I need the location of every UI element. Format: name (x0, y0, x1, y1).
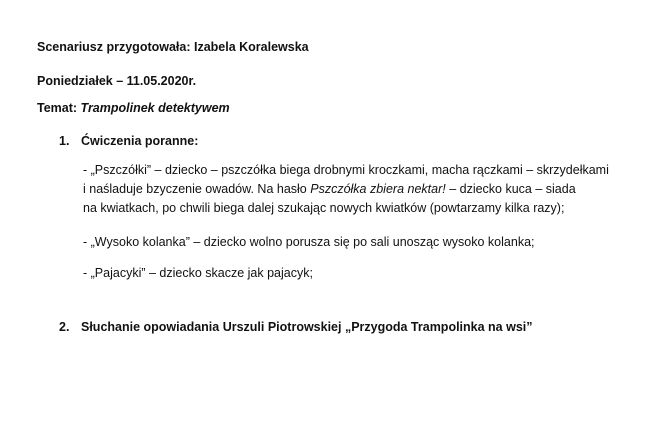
author-line: Scenariusz przygotowała: Izabela Koralewska (37, 40, 309, 54)
paragraph-pszczolki-line-3: na kwiatkach, po chwili biega dalej szukając nowych kwiatków (powtarzamy kilka razy); (83, 201, 565, 215)
section-number-2: 2. (59, 320, 70, 334)
paragraph-pszczolki-command: Pszczółka zbiera nektar! (310, 182, 446, 196)
paragraph-wysoko-kolanka: - „Wysoko kolanka” – dziecko wolno porusza się po sali unosząc wysoko kolanka; (83, 235, 535, 249)
paragraph-pszczolki-line-2 (83, 181, 576, 197)
section-heading-2 (59, 319, 533, 335)
paragraph-pszczolki-line-2-start: i naśladuje bzyczenie owadów. Na hasło (83, 182, 311, 196)
section-heading-1 (59, 133, 198, 149)
topic-line (37, 100, 230, 116)
section-title-1: Ćwiczenia poranne: (81, 134, 199, 148)
section-title-2: Słuchanie opowiadania Urszuli Piotrowskiej „Przygoda Trampolinka na wsi” (81, 320, 533, 334)
paragraph-pajacyki: - „Pajacyki” – dziecko skacze jak pajacyk; (83, 266, 313, 280)
topic-label: Temat: (37, 101, 81, 115)
paragraph-pszczolki-line-1: - „Pszczółki” – dziecko – pszczółka biega drobnymi kroczkami, macha rączkami – skrzydełkami (83, 163, 609, 177)
section-number-1: 1. (59, 134, 70, 148)
topic-title: Trampolinek detektywem (80, 101, 230, 115)
paragraph-pszczolki-line-2-end: – dziecko kuca – siada (445, 182, 576, 196)
date-line: Poniedziałek – 11.05.2020r. (37, 74, 197, 88)
